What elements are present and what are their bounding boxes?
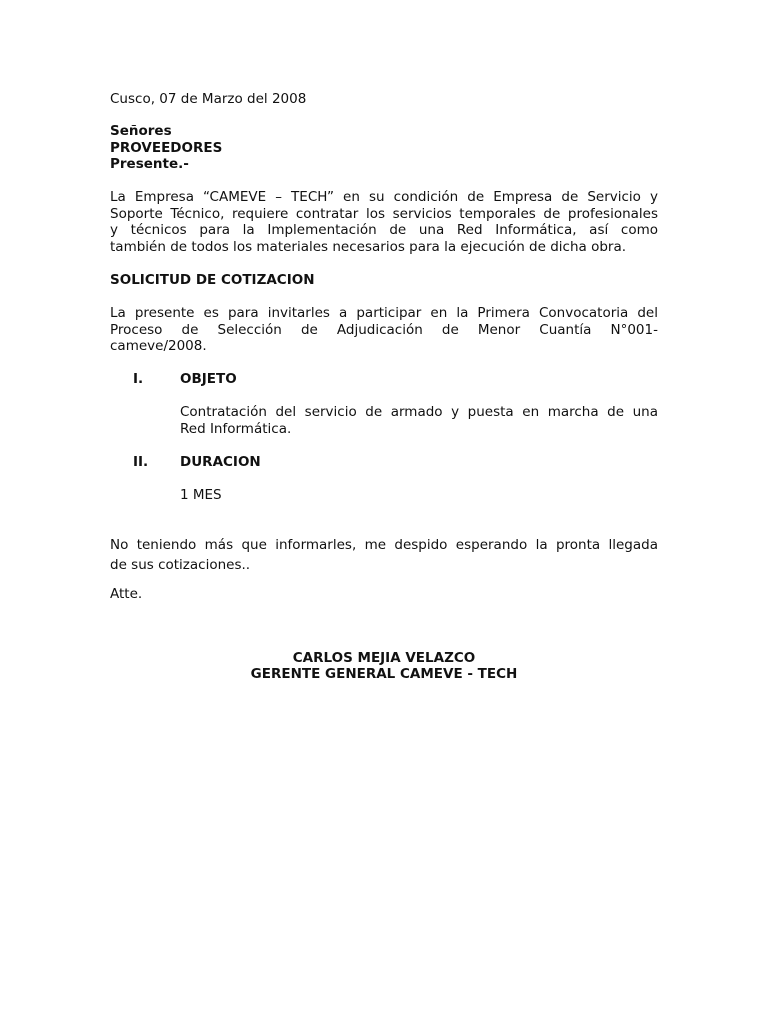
section-body-line: 1 MES [180,487,222,503]
intro-line: Soporte Técnico, requiere contratar los servicios temporales de profesionales [110,205,658,222]
section-body-line: Red Informática. [180,420,292,437]
closing-paragraph [110,535,658,575]
section-title: OBJETO [180,371,237,387]
salutation-line-2: PROVEEDORES [110,139,223,156]
sign-off-text: Atte. [110,586,143,602]
signature-title: GERENTE GENERAL CAMEVE - TECH [250,666,518,682]
signature-name: CARLOS MEJIA VELAZCO [292,650,476,666]
invitation-paragraph [110,305,658,355]
invitation-line: cameve/2008. [110,338,207,354]
subject-heading [110,272,658,289]
subject-heading-text: SOLICITUD DE COTIZACION [110,272,315,288]
salutation-line-3: Presente.- [110,156,189,172]
sign-off [110,586,658,603]
section-body-line: Contratación del servicio de armado y puesta en marcha de una [180,404,658,420]
invitation-line: La presente es para invitarles a participar en la Primera Convocatoria del [110,305,658,321]
section-number: II. [133,454,149,470]
section-body [180,404,658,437]
intro-paragraph [110,189,658,255]
closing-line: No teniendo más que informarles, me despido esperando la pronta llegada [110,537,658,553]
intro-line: también de todos los materiales necesarios para la ejecución de dicha obra. [110,238,627,255]
section-title: DURACION [180,454,261,470]
date-line [110,91,658,108]
section-number: I. [133,371,144,387]
salutation-line-1: Señores [110,123,172,139]
intro-line: y técnicos para la Implementación de una Red Informática, así como [110,222,658,238]
section-body [180,487,658,504]
date-text: Cusco, 07 de Marzo del 2008 [110,91,307,107]
invitation-line: Proceso de Selección de Adjudicación de Menor Cuantía N°001- [110,321,658,338]
closing-line: de sus cotizaciones.. [110,557,251,573]
intro-line: La Empresa “CAMEVE – TECH” en su condición de Empresa de Servicio y [110,189,658,205]
salutation [110,123,658,173]
